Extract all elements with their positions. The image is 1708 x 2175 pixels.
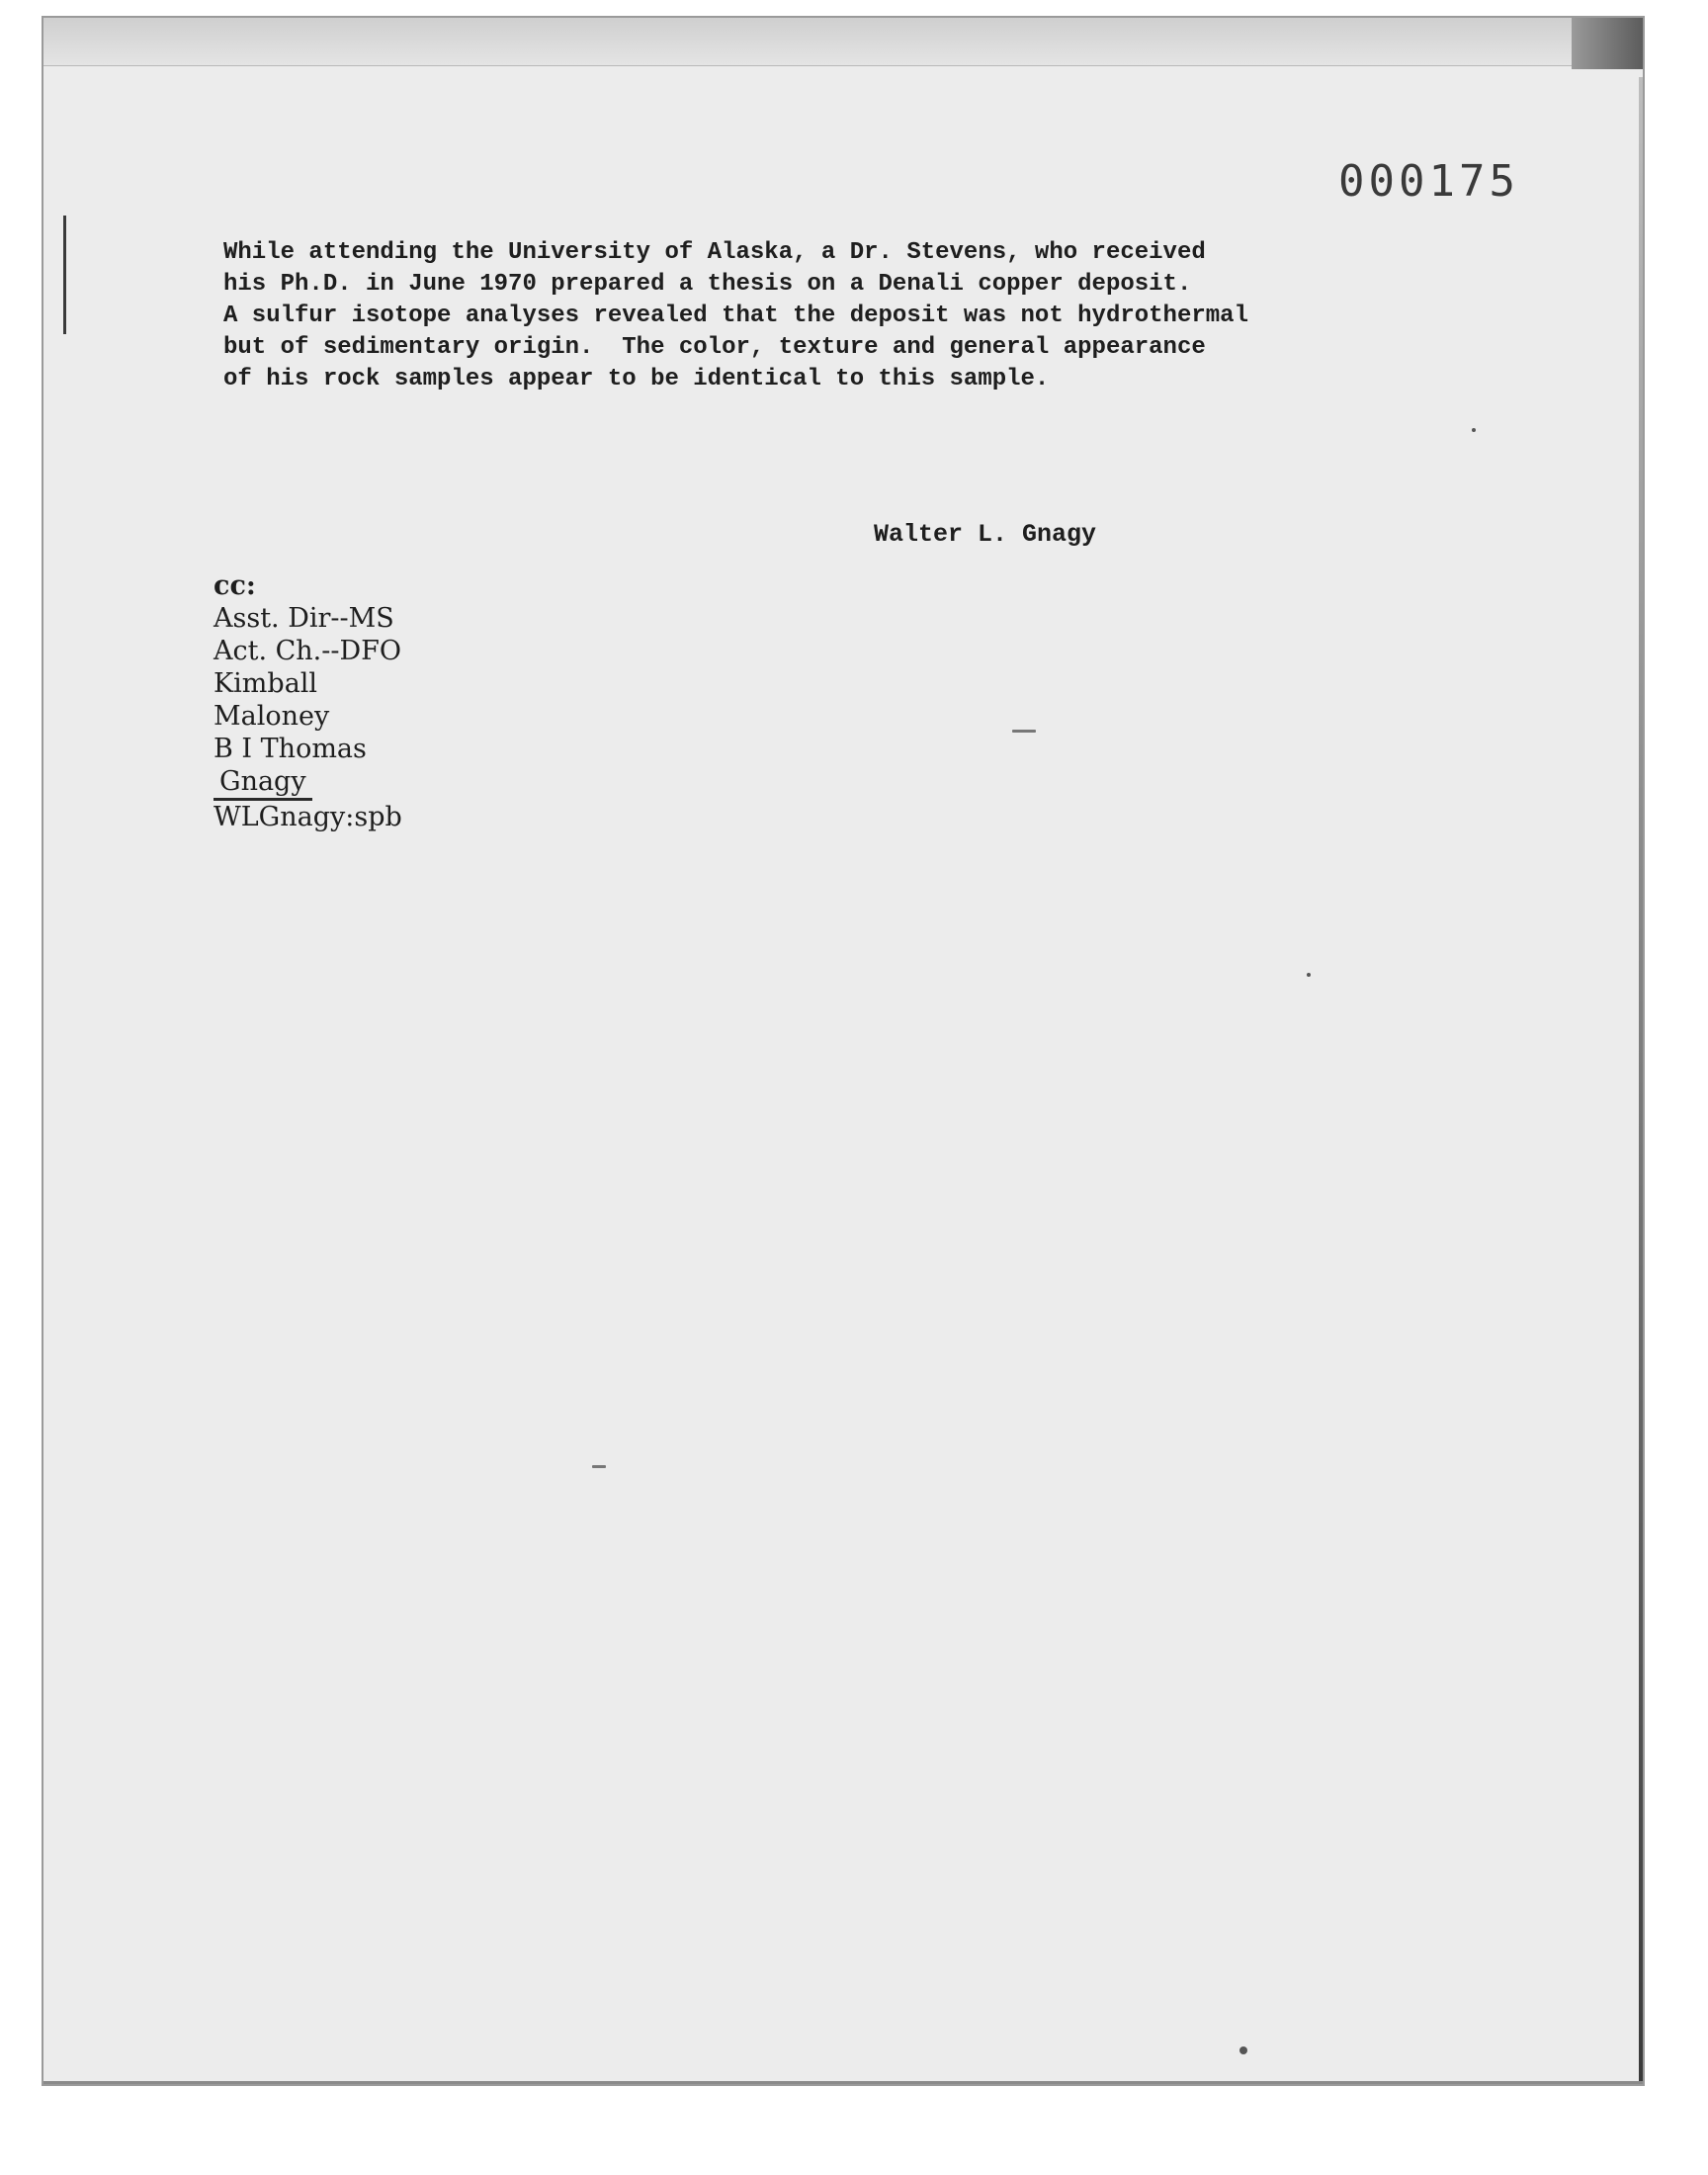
scan-speck bbox=[1012, 730, 1036, 733]
paragraph-line: of his rock samples appear to be identical to this sample. bbox=[223, 366, 1050, 392]
scan-speck bbox=[1472, 428, 1476, 432]
paragraph-line: While attending the University of Alaska, a Dr. Stevens, who received bbox=[223, 239, 1206, 266]
cc-recipient: Asst. Dir--MS bbox=[214, 603, 394, 634]
document-number: 000175 bbox=[1338, 156, 1519, 207]
scan-right-edge bbox=[1639, 77, 1643, 2084]
body-paragraph bbox=[223, 237, 1508, 395]
cc-recipient-underlined: Gnagy bbox=[214, 765, 312, 801]
signature-name: Walter L. Gnagy bbox=[874, 520, 1097, 549]
cc-recipient: Kimball bbox=[214, 668, 318, 699]
scan-speck bbox=[1239, 2046, 1247, 2054]
cc-list bbox=[214, 569, 402, 833]
cc-label: cc: bbox=[214, 570, 256, 601]
cc-recipient: B I Thomas bbox=[214, 734, 367, 764]
paragraph-line: A sulfur isotope analyses revealed that the deposit was not hydrothermal bbox=[223, 303, 1248, 329]
paragraph-line: but of sedimentary origin. The color, texture and general appearance bbox=[223, 334, 1206, 361]
cc-recipient: Maloney bbox=[214, 701, 330, 732]
typist-initials: WLGnagy:spb bbox=[214, 802, 402, 832]
document-page bbox=[42, 16, 1645, 2086]
paragraph-line: his Ph.D. in June 1970 prepared a thesis on a Denali copper deposit. bbox=[223, 271, 1192, 298]
cc-recipient: Act. Ch.--DFO bbox=[214, 636, 402, 666]
scan-top-band bbox=[43, 18, 1643, 66]
scan-bottom-edge bbox=[43, 2081, 1643, 2084]
scan-speck bbox=[1307, 973, 1311, 977]
scan-left-mark bbox=[63, 216, 66, 334]
scan-corner-shadow bbox=[1572, 18, 1643, 69]
scan-speck bbox=[592, 1465, 606, 1468]
